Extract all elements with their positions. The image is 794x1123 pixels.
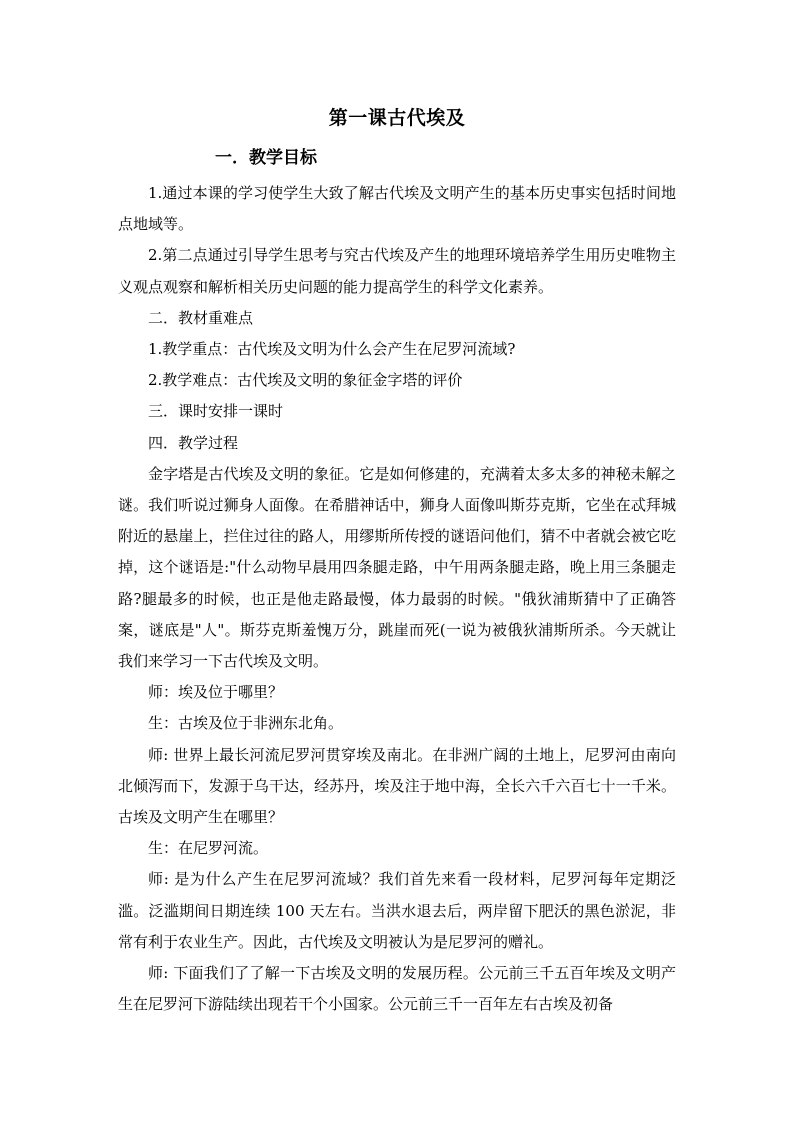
paragraph-key-point: 1.教学重点：古代埃及文明为什么会产生在尼罗河流域? (148, 340, 516, 359)
section-heading-process: 四．教学过程 (148, 433, 239, 452)
document-title: 第一课古代埃及 (328, 107, 466, 129)
paragraph-teacher-history: 师: 下面我们了了解一下古埃及文明的发展历程。公元前三千五百年埃及文明产生在尼罗河下游陆续出现若干个小国家。公元前三千一百年左右古埃及初备 (118, 964, 676, 1014)
section-heading-schedule: 三．课时安排一课时 (148, 402, 284, 421)
paragraph-student-answer-2: 生：在尼罗河流。 (148, 839, 269, 858)
paragraph-teacher-nile: 师: 世界上最长河流尼罗河贯穿埃及南北。在非洲广阔的土地上，尼罗河由南向北倾泻而下，发源于乌干达，经苏丹，埃及注于地中海，全长六千六百七十一千米。古埃及文明产生在哪里？ (118, 745, 676, 827)
section-heading-teaching-goals: 一．教学目标 (215, 148, 317, 168)
paragraph-goal-2: 2.第二点通过引导学生思考与究古代埃及产生的地理环境培养学生用历史唯物主义观点观察和解析相关历史问题的能力提高学生的科学文化素养。 (118, 246, 676, 296)
paragraph-introduction: 金字塔是古代埃及文明的象征。它是如何修建的，充满着太多太多的神秘未解之谜。我们听说过狮身人面像。在希腊神话中，狮身人面像叫斯芬克斯，它坐在忒拜城附近的悬崖上，拦住过往的路人，用缪斯所传授的谜语问他们，猜不中者就会被它吃掉，这个谜语是:"什么动物早晨用四条腿走路，中午用两条腿走路，晚上用三条腿走路?腿最多的时候，也正是他走路最慢，体力最弱的时候。"俄狄浦斯猜中了正确答案，谜底是"人"。斯芬克斯羞愧万分，跳崖而死(一说为被俄狄浦斯所杀。今天就让我们来学习一下古代埃及文明。 (118, 464, 676, 671)
paragraph-teacher-question-1: 师：埃及位于哪里？ (148, 683, 284, 702)
paragraph-student-answer-1: 生：古埃及位于非洲东北角。 (148, 714, 344, 733)
paragraph-difficult-point: 2.教学难点：古代埃及文明的象征金字塔的评价 (148, 371, 463, 390)
paragraph-goal-1: 1.通过本课的学习使学生大致了解古代埃及文明产生的基本历史事实包括时间地点地域等。 (118, 184, 676, 234)
document-body (118, 178, 676, 1020)
section-heading-key-points: 二．教材重难点 (148, 308, 254, 327)
paragraph-teacher-flood: 师: 是为什么产生在尼罗河流域？我们首先来看一段材料，尼罗河每年定期泛滥。泛滥期间日期连续 100 天左右。当洪水退去后，两岸留下肥沃的黑色淤泥，非常有利于农业生产。因此，古代埃及文明被认为是尼罗河的赠礼。 (118, 870, 676, 951)
